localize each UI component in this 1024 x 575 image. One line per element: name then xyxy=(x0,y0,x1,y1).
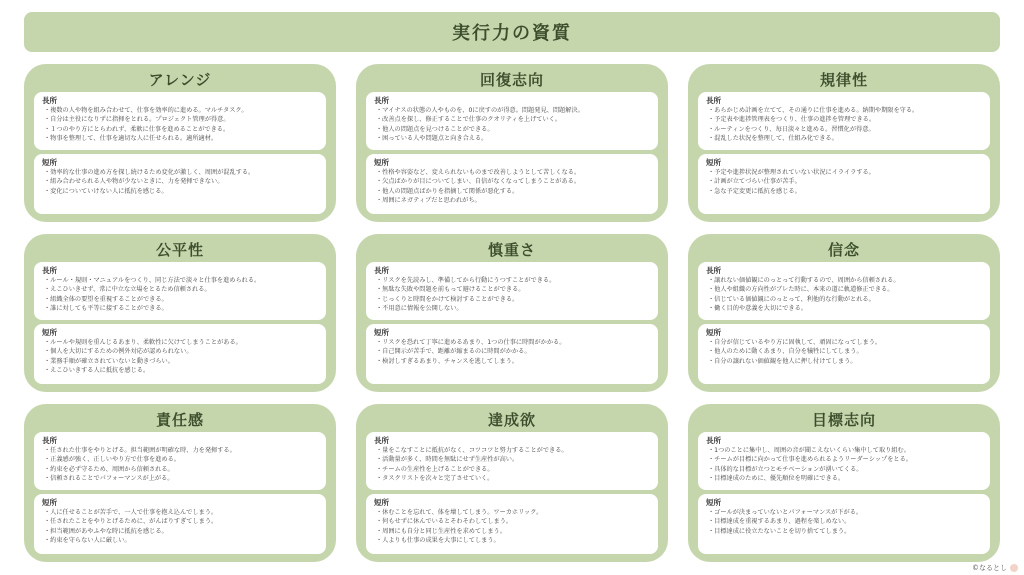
weakness-item: ・リスクを恐れて丁寧に進めるあまり、1つの仕事に時間がかかる。 xyxy=(376,339,566,346)
talent-card xyxy=(688,234,1000,392)
talent-card xyxy=(356,64,668,222)
weakness-box xyxy=(34,494,326,554)
strength-item: ・えこひいきせず、常に中立な立場をとるため信頼される。 xyxy=(44,286,211,294)
talent-card-title: 信念 xyxy=(827,241,860,259)
talent-card-title: 回復志向 xyxy=(479,71,544,89)
strength-item: ・譲れない価値観にのっとって行動するので、周囲から信頼される。 xyxy=(708,277,900,284)
talent-card-title: 公平性 xyxy=(155,241,204,259)
strength-label: 長所 xyxy=(706,266,721,275)
weakness-item: ・担当範囲があやふやな時に抵抗を感じる。 xyxy=(44,527,168,535)
talent-card xyxy=(356,404,668,562)
weakness-item: ・何もせずに休んでいるとそわそわしてしまう。 xyxy=(376,518,513,526)
talent-card-title: 責任感 xyxy=(155,411,204,429)
page-title-bar xyxy=(24,12,1000,52)
strength-item: ・他人の問題点を見つけることができる。 xyxy=(376,125,494,133)
strength-item: ・チームの生産性を上げることができる。 xyxy=(376,465,494,473)
weakness-list xyxy=(374,508,650,546)
weakness-item: ・周囲にも自分と同じ生産性を求めてしまう。 xyxy=(376,527,506,535)
weakness-item: ・組み合わせられる人や物が少ないときに、力を発揮できない。 xyxy=(44,178,224,186)
strength-list xyxy=(374,446,650,484)
strength-label: 長所 xyxy=(374,436,389,445)
weakness-label: 短所 xyxy=(374,158,389,167)
weakness-item: ・急な予定変更に抵抗を感じる。 xyxy=(708,187,801,195)
weakness-label: 短所 xyxy=(706,158,721,167)
weakness-list xyxy=(706,338,982,366)
weakness-list xyxy=(374,168,650,206)
weakness-item: ・自分が信じているやり方に固執して、頑固になってしまう。 xyxy=(708,339,882,346)
weakness-item: ・人よりも仕事の成果を大事にしてしまう。 xyxy=(376,537,500,545)
weakness-item: ・ゴールが決まっていないとパフォーマンスが下がる。 xyxy=(708,509,863,516)
talent-card-title: アレンジ xyxy=(148,71,212,89)
talent-card xyxy=(688,404,1000,562)
weakness-item: ・ルールや規則を重んじるあまり、柔軟性に欠けてしまうことがある。 xyxy=(44,339,242,346)
strength-label: 長所 xyxy=(706,436,721,445)
strength-item: ・自分は主役になりずに指揮をとれる。プロジェクト管理が得意。 xyxy=(44,116,230,124)
strength-item: ・信頼されることでパフォーマンスが上がる。 xyxy=(44,475,174,483)
strength-item: ・リスクを先読みし、準備してから行動にうつすことができる。 xyxy=(376,277,556,284)
strength-box xyxy=(34,92,326,150)
strength-label: 長所 xyxy=(374,266,389,275)
strength-label: 長所 xyxy=(42,266,57,275)
strength-item: ・1つのことに集中し、周囲の音が聞こえないくらい集中して取り組む。 xyxy=(708,447,910,454)
strength-item: ・活動量が多く、時間を無駄にせず生産性が高い。 xyxy=(376,456,519,464)
talent-card-title: 達成欲 xyxy=(487,411,536,429)
strength-item: ・物事を整理して、仕事を適切な人に任せられる。適所適材。 xyxy=(44,135,218,143)
talent-card xyxy=(24,404,336,562)
weakness-item: ・人に任せることが苦手で、一人で仕事を抱え込んでしまう。 xyxy=(44,509,218,516)
strength-item: ・信じている価値観にのっとって、利他的な行動がとれる。 xyxy=(708,295,875,303)
strength-box xyxy=(698,262,990,320)
weakness-label: 短所 xyxy=(374,498,389,507)
strength-box xyxy=(698,92,990,150)
strength-item: ・１つのやり方にとらわれず、柔軟に仕事を進めることができる。 xyxy=(44,125,230,133)
strength-item: ・困っている人や問題点と向き合える。 xyxy=(376,135,488,143)
weakness-box xyxy=(366,324,658,384)
weakness-item: ・個人を大切にするための例外対応が認められない。 xyxy=(44,348,193,356)
strength-item: ・ルール・規則・マニュアルをつくり、同じ方法で淡々と仕事を進められる。 xyxy=(44,277,261,284)
credit xyxy=(972,563,1018,573)
strength-item: ・予定表や進捗管理表をつくり、仕事の進捗を管理できる。 xyxy=(708,116,876,124)
strength-item: ・量をこなすことに抵抗がなく、コツコツと努力することができる。 xyxy=(376,447,568,454)
strength-item: ・混乱した状況を整理して、仕組み化できる。 xyxy=(708,135,838,143)
weakness-list xyxy=(42,508,318,546)
talent-card-title: 規律性 xyxy=(819,71,868,89)
strength-list xyxy=(42,446,318,484)
weakness-item: ・約束を守らない人に厳しい。 xyxy=(44,537,131,545)
strength-item: ・誰に対しても平等に接することができる。 xyxy=(44,305,168,313)
strength-label: 長所 xyxy=(42,436,57,445)
strength-list xyxy=(706,446,982,484)
weakness-list xyxy=(42,338,318,376)
weakness-label: 短所 xyxy=(706,498,721,507)
strength-list xyxy=(374,276,650,314)
weakness-label: 短所 xyxy=(42,328,57,337)
weakness-item: ・性格や容姿など、変えられないものまで改善しようとして苦しくなる。 xyxy=(376,169,581,176)
weakness-list xyxy=(706,168,982,196)
strength-item: ・改善点を探し、修正することで仕事のクオリティを上げていく。 xyxy=(376,116,561,124)
weakness-box xyxy=(366,154,658,214)
weakness-box xyxy=(34,324,326,384)
strength-item: ・働く目的や意義を大切にできる。 xyxy=(708,305,807,313)
strength-box xyxy=(366,432,658,490)
talent-grid xyxy=(24,64,1000,562)
weakness-label: 短所 xyxy=(706,328,721,337)
strength-list xyxy=(42,106,318,144)
weakness-item: ・他人のために動くあまり、自分を犠牲にしてしまう。 xyxy=(708,348,863,356)
talent-card xyxy=(356,234,668,392)
weakness-item: ・計画が立てづらい仕事が苦手。 xyxy=(708,178,801,186)
weakness-item: ・変化についていけない人に抵抗を感じる。 xyxy=(44,187,168,195)
weakness-item: ・周囲にネガティブだと思われがち。 xyxy=(376,197,481,205)
page-title: 実行力の資質 xyxy=(452,23,572,44)
strength-label: 長所 xyxy=(42,96,57,105)
strength-label: 長所 xyxy=(706,96,721,105)
strength-item: ・チームが目標に向かって仕事を進められるようリーダーシップをとる。 xyxy=(708,456,912,464)
strength-item: ・マイナスの状態の人やものを、0に戻すのが得意。問題発見、問題解決。 xyxy=(376,107,584,114)
strength-item: ・組織全体の要望を重視することができる。 xyxy=(44,295,168,303)
strength-box xyxy=(34,262,326,320)
strength-box xyxy=(366,92,658,150)
weakness-label: 短所 xyxy=(42,158,57,167)
strength-item: ・ルーティンをつくり、毎日淡々と進める。習慣化が得意。 xyxy=(708,125,875,133)
strength-item: ・約束を必ず守るため、周囲から信頼される。 xyxy=(44,465,174,473)
strength-item: ・じっくりと時間をかけて検討することができる。 xyxy=(376,295,519,303)
talent-card-title: 目標志向 xyxy=(811,411,876,429)
weakness-item: ・欠点ばかりが目についてしまい、自信がなくなってしまうことがある。 xyxy=(376,178,581,186)
strength-item: ・任された仕事をやりとげる。担当範囲が明確な時、力を発揮する。 xyxy=(44,447,236,454)
strength-label: 長所 xyxy=(374,96,389,105)
strength-item: ・無駄な失敗や問題を前もって避けることができる。 xyxy=(376,286,525,294)
talent-card xyxy=(688,64,1000,222)
strength-item: ・タスクリストを次々と完了させていく。 xyxy=(376,475,494,483)
strength-box xyxy=(698,432,990,490)
weakness-item: ・目標達成を重視するあまり、過程を楽しめない。 xyxy=(708,518,851,526)
strength-item: ・目標達成のために、優先順位を明確にできる。 xyxy=(708,475,845,483)
strength-item: ・複数の人や物を組み合わせて、仕事を効率的に進める。マルチタスク。 xyxy=(44,107,248,114)
strength-item: ・他人や組織の方向性がブレた時に、本来の道に軌道修正できる。 xyxy=(708,286,894,294)
weakness-list xyxy=(42,168,318,196)
weakness-list xyxy=(374,338,650,366)
weakness-item: ・他人の問題点ばかりを指摘して関係が悪化する。 xyxy=(376,187,519,195)
weakness-item: ・自己開示が苦手で、距離が縮まるのに時間がかかる。 xyxy=(376,348,531,356)
weakness-item: ・検討しすぎるあまり、チャンスを逃してしまう。 xyxy=(376,357,518,365)
weakness-item: ・効率的な仕事の進め方を探し続けるため変化が激しく、周囲が混乱する。 xyxy=(44,169,255,176)
weakness-item: ・予定や進捗状況が整理されていない状況にイライラする。 xyxy=(708,169,875,176)
weakness-label: 短所 xyxy=(374,328,389,337)
strength-list xyxy=(42,276,318,314)
strength-item: ・あらかじめ計画を立てて、その通りに仕事を進める。納期や期限を守る。 xyxy=(708,107,919,114)
talent-card xyxy=(24,234,336,392)
talent-card-title: 慎重さ xyxy=(487,241,536,259)
weakness-box xyxy=(698,154,990,214)
strength-box xyxy=(366,262,658,320)
strength-item: ・不用意に情報を公開しない。 xyxy=(376,305,463,313)
weakness-box xyxy=(698,324,990,384)
credit-text: ©なるとし xyxy=(972,564,1007,572)
weakness-label: 短所 xyxy=(42,498,57,507)
strength-item: ・正義感が強く、正しいやり方で仕事を進める。 xyxy=(44,456,180,464)
weakness-item: ・休むことを忘れて、体を壊してしまう。ワーカホリック。 xyxy=(376,509,543,516)
strength-list xyxy=(706,276,982,314)
weakness-item: ・えこひいきする人に抵抗を感じる。 xyxy=(44,367,150,375)
weakness-box xyxy=(366,494,658,554)
weakness-list xyxy=(706,508,982,536)
strength-list xyxy=(374,106,650,144)
weakness-item: ・任されたことをやりとげるために、がんばりすぎてしまう。 xyxy=(44,518,218,526)
weakness-box xyxy=(34,154,326,214)
weakness-item: ・自分の譲れない価値観を他人に押し付けてしまう。 xyxy=(708,357,857,365)
avatar-icon xyxy=(1010,564,1018,572)
strength-list xyxy=(706,106,982,144)
weakness-box xyxy=(698,494,990,554)
strength-item: ・具体的な目標が立つとモチベーションが湧いてくる。 xyxy=(708,465,863,473)
weakness-item: ・目標達成に役立たないことを切り捨ててしまう。 xyxy=(708,527,851,535)
weakness-item: ・業務手順が確立されていないと動きづらい。 xyxy=(44,357,174,365)
talent-card xyxy=(24,64,336,222)
strength-box xyxy=(34,432,326,490)
